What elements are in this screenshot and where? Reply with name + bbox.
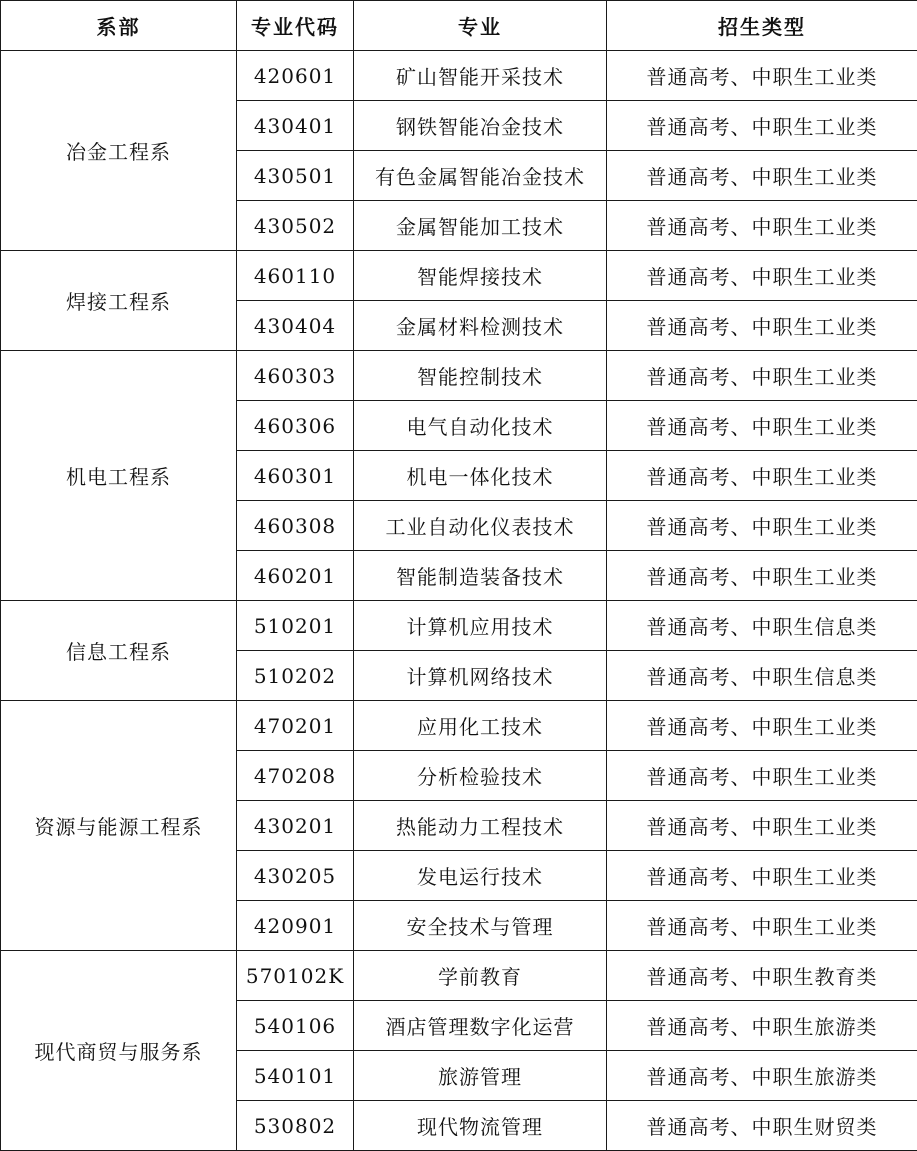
major-code-cell: 530802	[237, 1101, 354, 1151]
major-code-cell: 420601	[237, 51, 354, 101]
major-name-cell: 计算机网络技术	[354, 651, 607, 701]
major-code-cell: 430401	[237, 101, 354, 151]
admission-type-cell: 普通高考、中职生工业类	[607, 451, 917, 501]
admission-type-cell: 普通高考、中职生旅游类	[607, 1051, 917, 1101]
table-row	[1, 701, 917, 751]
major-name-cell: 工业自动化仪表技术	[354, 501, 607, 551]
table-row	[1, 251, 917, 301]
major-code-cell: 540106	[237, 1001, 354, 1051]
major-code-cell: 430205	[237, 851, 354, 901]
major-name-cell: 学前教育	[354, 951, 607, 1001]
major-code-cell: 460201	[237, 551, 354, 601]
major-name-cell: 有色金属智能冶金技术	[354, 151, 607, 201]
major-code-cell: 510201	[237, 601, 354, 651]
admission-type-cell: 普通高考、中职生工业类	[607, 301, 917, 351]
department-cell: 信息工程系	[1, 601, 237, 701]
admission-type-cell: 普通高考、中职生工业类	[607, 101, 917, 151]
table-row	[1, 951, 917, 1001]
major-code-cell: 460306	[237, 401, 354, 451]
header-code: 专业代码	[237, 1, 354, 51]
major-name-cell: 智能制造装备技术	[354, 551, 607, 601]
major-name-cell: 发电运行技术	[354, 851, 607, 901]
major-code-cell: 470201	[237, 701, 354, 751]
major-code-cell: 430404	[237, 301, 354, 351]
admission-type-cell: 普通高考、中职生工业类	[607, 401, 917, 451]
department-cell: 资源与能源工程系	[1, 701, 237, 951]
admission-type-cell: 普通高考、中职生信息类	[607, 601, 917, 651]
major-name-cell: 电气自动化技术	[354, 401, 607, 451]
major-name-cell: 智能控制技术	[354, 351, 607, 401]
admission-type-cell: 普通高考、中职生财贸类	[607, 1101, 917, 1151]
admission-type-cell: 普通高考、中职生工业类	[607, 201, 917, 251]
major-code-cell: 420901	[237, 901, 354, 951]
major-code-cell: 430501	[237, 151, 354, 201]
major-name-cell: 金属智能加工技术	[354, 201, 607, 251]
major-name-cell: 现代物流管理	[354, 1101, 607, 1151]
admission-type-cell: 普通高考、中职生工业类	[607, 801, 917, 851]
major-code-cell: 460303	[237, 351, 354, 401]
admission-type-cell: 普通高考、中职生工业类	[607, 901, 917, 951]
department-cell: 焊接工程系	[1, 251, 237, 351]
header-dept: 系部	[1, 1, 237, 51]
admission-type-cell: 普通高考、中职生教育类	[607, 951, 917, 1001]
admission-type-cell: 普通高考、中职生工业类	[607, 551, 917, 601]
table-row	[1, 351, 917, 401]
header-major: 专业	[354, 1, 607, 51]
major-code-cell: 540101	[237, 1051, 354, 1101]
major-name-cell: 计算机应用技术	[354, 601, 607, 651]
admission-type-cell: 普通高考、中职生工业类	[607, 701, 917, 751]
admission-type-cell: 普通高考、中职生旅游类	[607, 1001, 917, 1051]
department-cell: 现代商贸与服务系	[1, 951, 237, 1151]
table-row	[1, 51, 917, 101]
major-code-cell: 460301	[237, 451, 354, 501]
admission-type-cell: 普通高考、中职生工业类	[607, 251, 917, 301]
header-row	[1, 1, 917, 51]
department-cell: 冶金工程系	[1, 51, 237, 251]
major-code-cell: 460308	[237, 501, 354, 551]
major-code-cell: 460110	[237, 251, 354, 301]
major-name-cell: 安全技术与管理	[354, 901, 607, 951]
major-code-cell: 430502	[237, 201, 354, 251]
major-name-cell: 热能动力工程技术	[354, 801, 607, 851]
major-code-cell: 510202	[237, 651, 354, 701]
table-row	[1, 601, 917, 651]
header-type: 招生类型	[607, 1, 917, 51]
major-name-cell: 分析检验技术	[354, 751, 607, 801]
admission-type-cell: 普通高考、中职生工业类	[607, 51, 917, 101]
major-code-cell: 470208	[237, 751, 354, 801]
major-code-cell: 570102K	[237, 951, 354, 1001]
major-name-cell: 钢铁智能冶金技术	[354, 101, 607, 151]
admission-type-cell: 普通高考、中职生工业类	[607, 501, 917, 551]
major-name-cell: 矿山智能开采技术	[354, 51, 607, 101]
admission-type-cell: 普通高考、中职生工业类	[607, 151, 917, 201]
admission-type-cell: 普通高考、中职生工业类	[607, 851, 917, 901]
admission-type-cell: 普通高考、中职生工业类	[607, 351, 917, 401]
table-body	[1, 51, 917, 1151]
major-name-cell: 旅游管理	[354, 1051, 607, 1101]
major-name-cell: 应用化工技术	[354, 701, 607, 751]
major-name-cell: 智能焊接技术	[354, 251, 607, 301]
department-cell: 机电工程系	[1, 351, 237, 601]
major-name-cell: 金属材料检测技术	[354, 301, 607, 351]
major-name-cell: 酒店管理数字化运营	[354, 1001, 607, 1051]
major-code-cell: 430201	[237, 801, 354, 851]
major-name-cell: 机电一体化技术	[354, 451, 607, 501]
admission-type-cell: 普通高考、中职生信息类	[607, 651, 917, 701]
admission-type-cell: 普通高考、中职生工业类	[607, 751, 917, 801]
